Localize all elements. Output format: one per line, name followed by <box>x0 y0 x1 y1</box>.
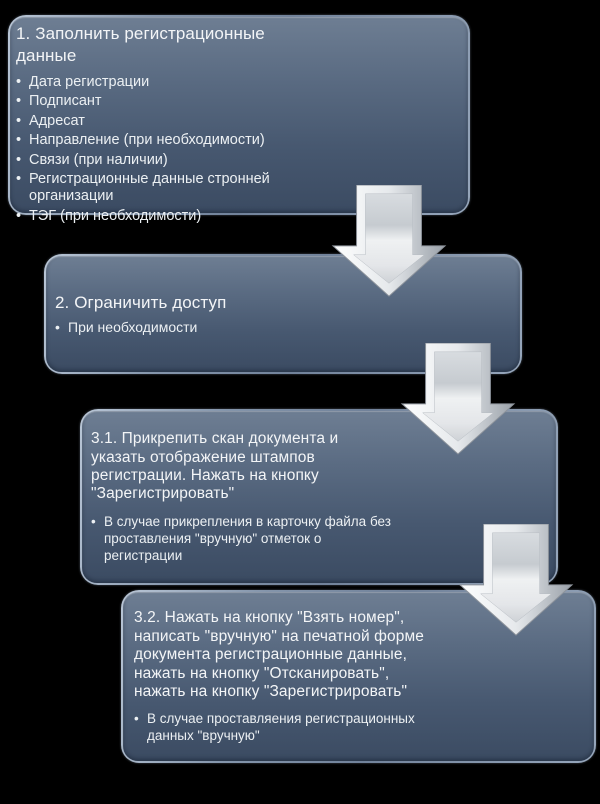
bullet-text: Дата регистрации <box>29 73 150 90</box>
bullet-marker: • <box>55 319 60 335</box>
bullet-item <box>16 74 458 91</box>
bullet-marker: • <box>91 513 96 529</box>
bullet-marker: • <box>16 207 22 224</box>
step-title: 3.1. Прикрепить скан документа и указать отображение штампов регистрации. Нажать на кнопку "Зарегистрировать" <box>91 430 339 503</box>
bullet-marker: • <box>16 112 22 129</box>
step-title: 1. Заполнить регистрационные данные <box>16 24 265 65</box>
bullet-text: ТЭГ (при необходимости) <box>29 207 202 224</box>
bullet-item <box>16 152 458 169</box>
step-bullet-list <box>55 319 510 336</box>
step-title: 3.2. Нажать на кнопку "Взять номер", написать "вручную" на печатной форме документа регистрационные данные, нажать на кнопку "Отсканировать", нажать на кнопку "Зарегистрировать" <box>134 609 424 701</box>
bullet-marker: • <box>134 710 139 726</box>
bullet-item <box>55 319 510 336</box>
bullet-item <box>134 710 584 744</box>
step-title: 2. Ограничить доступ <box>55 293 227 312</box>
down-arrow-icon <box>399 343 517 455</box>
down-arrow-icon <box>330 184 448 298</box>
bullet-text: Регистрационные данные стронней организации <box>29 171 270 204</box>
bullet-text: В случае проставляения регистрационных данных "вручную" <box>147 710 415 743</box>
bullet-marker: • <box>16 73 22 90</box>
bullet-text: Подписант <box>29 93 102 109</box>
bullet-text: Направление (при необходимости) <box>29 132 265 148</box>
bullet-text: В случае прикрепления в карточку файла без проставления "вручную" отметок о регистрации <box>104 513 391 563</box>
down-arrow-icon <box>457 523 575 637</box>
step-bullet-list <box>134 710 584 744</box>
bullet-marker: • <box>16 151 22 168</box>
bullet-text: При необходимости <box>68 319 198 335</box>
bullet-item <box>16 132 458 149</box>
bullet-item <box>16 93 458 110</box>
bullet-item <box>16 113 458 130</box>
bullet-marker: • <box>16 171 22 187</box>
bullet-marker: • <box>16 93 22 109</box>
bullet-text: Связи (при наличии) <box>29 151 168 168</box>
bullet-text: Адресат <box>29 112 85 129</box>
bullet-marker: • <box>16 132 22 148</box>
